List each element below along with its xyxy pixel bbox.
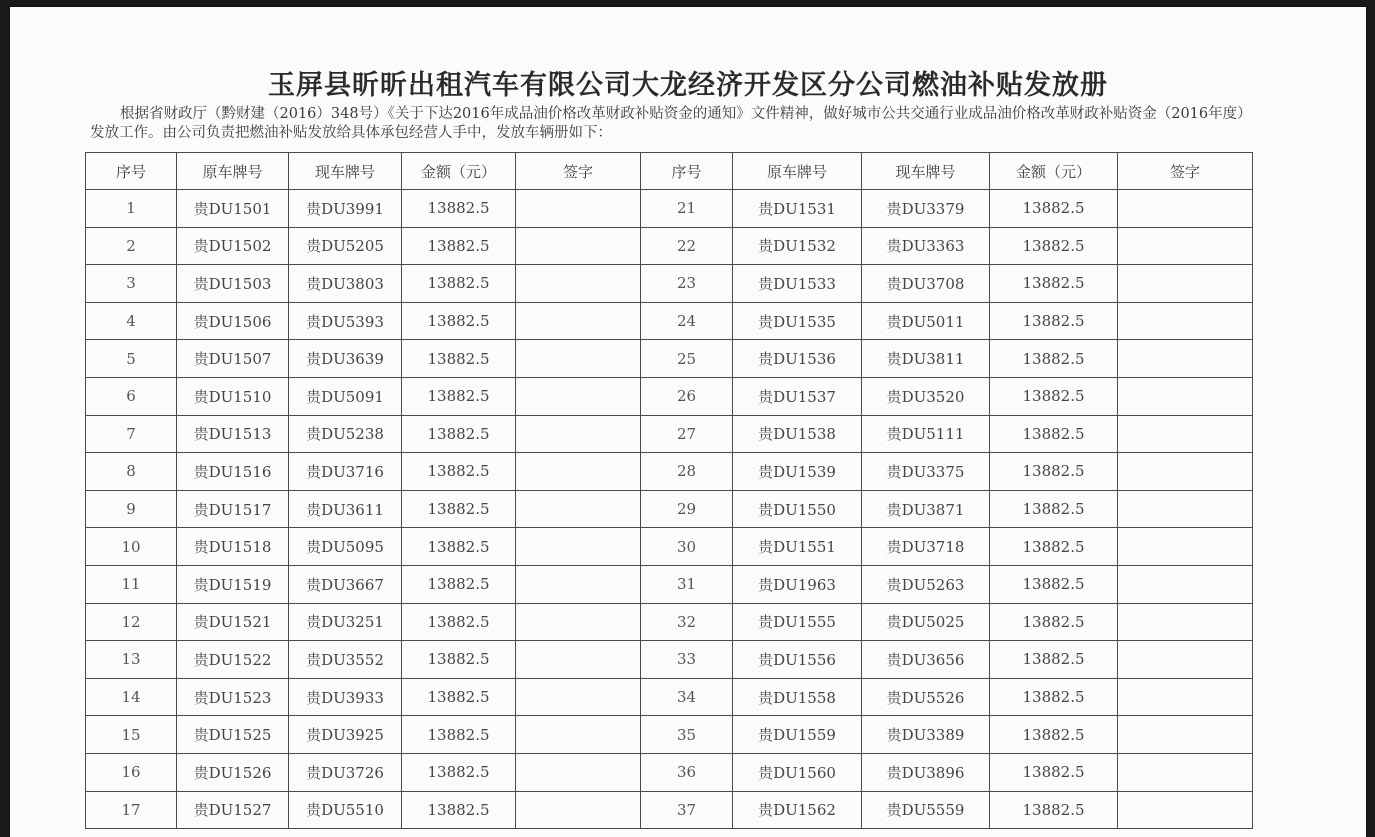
- cell-signature: [516, 678, 641, 716]
- cell-signature: [1118, 716, 1253, 754]
- cell-current-plate: 贵DU3520: [862, 377, 990, 415]
- cell-original-plate: 贵DU1523: [177, 678, 289, 716]
- cell-amount: 13882.5: [402, 641, 516, 679]
- cell-original-plate: 贵DU1963: [733, 565, 862, 603]
- table-row: [86, 603, 1253, 641]
- cell-signature: [516, 490, 641, 528]
- document-page: [10, 7, 1366, 837]
- cell-amount: 13882.5: [402, 490, 516, 528]
- header-serial: 序号: [641, 153, 733, 190]
- table-row: [86, 377, 1253, 415]
- cell-serial: 33: [641, 641, 733, 679]
- cell-original-plate: 贵DU1560: [733, 753, 862, 791]
- cell-serial: 30: [641, 528, 733, 566]
- table-row: [86, 791, 1253, 829]
- cell-signature: [516, 453, 641, 491]
- cell-serial: 7: [86, 415, 177, 453]
- cell-signature: [516, 265, 641, 303]
- cell-original-plate: 贵DU1550: [733, 490, 862, 528]
- table-row: [86, 678, 1253, 716]
- header-signature: 签字: [516, 153, 641, 190]
- header-amount: 金额（元）: [990, 153, 1118, 190]
- cell-current-plate: 贵DU5011: [862, 302, 990, 340]
- cell-current-plate: 贵DU3803: [289, 265, 402, 303]
- table-row: [86, 415, 1253, 453]
- cell-original-plate: 贵DU1510: [177, 377, 289, 415]
- cell-original-plate: 贵DU1517: [177, 490, 289, 528]
- cell-amount: 13882.5: [990, 753, 1118, 791]
- cell-original-plate: 贵DU1538: [733, 415, 862, 453]
- cell-amount: 13882.5: [402, 190, 516, 228]
- cell-amount: 13882.5: [402, 791, 516, 829]
- cell-signature: [1118, 753, 1253, 791]
- header-serial: 序号: [86, 153, 177, 190]
- cell-amount: 13882.5: [990, 528, 1118, 566]
- cell-current-plate: 贵DU3718: [862, 528, 990, 566]
- cell-amount: 13882.5: [402, 340, 516, 378]
- cell-amount: 13882.5: [990, 716, 1118, 754]
- cell-current-plate: 贵DU3611: [289, 490, 402, 528]
- cell-current-plate: 贵DU3379: [862, 190, 990, 228]
- cell-amount: 13882.5: [990, 791, 1118, 829]
- cell-signature: [1118, 453, 1253, 491]
- document-title: 玉屏县昕昕出租汽车有限公司大龙经济开发区分公司燃油补贴发放册: [268, 70, 1108, 101]
- cell-current-plate: 贵DU5526: [862, 678, 990, 716]
- cell-original-plate: 贵DU1502: [177, 227, 289, 265]
- cell-signature: [516, 302, 641, 340]
- table-row: [86, 716, 1253, 754]
- cell-original-plate: 贵DU1518: [177, 528, 289, 566]
- cell-current-plate: 贵DU3871: [862, 490, 990, 528]
- cell-current-plate: 贵DU5025: [862, 603, 990, 641]
- header-signature: 签字: [1118, 153, 1253, 190]
- table-header-row: [86, 153, 1253, 190]
- cell-current-plate: 贵DU3708: [862, 265, 990, 303]
- cell-original-plate: 贵DU1513: [177, 415, 289, 453]
- cell-amount: 13882.5: [402, 678, 516, 716]
- cell-original-plate: 贵DU1558: [733, 678, 862, 716]
- header-current-plate: 现车牌号: [289, 153, 402, 190]
- cell-signature: [516, 565, 641, 603]
- cell-serial: 6: [86, 377, 177, 415]
- cell-serial: 36: [641, 753, 733, 791]
- cell-signature: [1118, 265, 1253, 303]
- cell-serial: 11: [86, 565, 177, 603]
- cell-serial: 22: [641, 227, 733, 265]
- cell-amount: 13882.5: [402, 377, 516, 415]
- table-row: [86, 753, 1253, 791]
- cell-current-plate: 贵DU5111: [862, 415, 990, 453]
- document-intro: 根据省财政厅（黔财建（2016）348号）《关于下达2016年成品油价格改革财政补贴资金的通知》文件精神，做好城市公共交通行业成品油价格改革财政补贴资金（2016年度）发放工作。由公司负责把燃油补贴发放给具体承包经营人手中，发放车辆册如下：: [90, 106, 1245, 141]
- cell-original-plate: 贵DU1531: [733, 190, 862, 228]
- cell-signature: [516, 528, 641, 566]
- cell-signature: [516, 340, 641, 378]
- cell-current-plate: 贵DU3716: [289, 453, 402, 491]
- table-row: [86, 265, 1253, 303]
- cell-current-plate: 贵DU5263: [862, 565, 990, 603]
- cell-serial: 1: [86, 190, 177, 228]
- cell-serial: 27: [641, 415, 733, 453]
- cell-original-plate: 贵DU1551: [733, 528, 862, 566]
- cell-original-plate: 贵DU1527: [177, 791, 289, 829]
- cell-current-plate: 贵DU5559: [862, 791, 990, 829]
- cell-amount: 13882.5: [402, 753, 516, 791]
- cell-signature: [1118, 641, 1253, 679]
- cell-serial: 15: [86, 716, 177, 754]
- cell-serial: 37: [641, 791, 733, 829]
- table-row: [86, 227, 1253, 265]
- cell-original-plate: 贵DU1562: [733, 791, 862, 829]
- cell-original-plate: 贵DU1506: [177, 302, 289, 340]
- cell-serial: 35: [641, 716, 733, 754]
- cell-original-plate: 贵DU1526: [177, 753, 289, 791]
- cell-current-plate: 贵DU3925: [289, 716, 402, 754]
- table-row: [86, 302, 1253, 340]
- cell-serial: 32: [641, 603, 733, 641]
- cell-serial: 12: [86, 603, 177, 641]
- cell-current-plate: 贵DU5205: [289, 227, 402, 265]
- cell-amount: 13882.5: [402, 716, 516, 754]
- cell-amount: 13882.5: [990, 603, 1118, 641]
- cell-amount: 13882.5: [402, 453, 516, 491]
- cell-current-plate: 贵DU5091: [289, 377, 402, 415]
- cell-amount: 13882.5: [990, 265, 1118, 303]
- cell-amount: 13882.5: [402, 528, 516, 566]
- cell-signature: [1118, 678, 1253, 716]
- cell-original-plate: 贵DU1519: [177, 565, 289, 603]
- cell-current-plate: 贵DU3656: [862, 641, 990, 679]
- cell-current-plate: 贵DU3639: [289, 340, 402, 378]
- cell-signature: [516, 227, 641, 265]
- cell-amount: 13882.5: [402, 415, 516, 453]
- cell-original-plate: 贵DU1535: [733, 302, 862, 340]
- cell-amount: 13882.5: [990, 415, 1118, 453]
- cell-current-plate: 贵DU3726: [289, 753, 402, 791]
- cell-original-plate: 贵DU1521: [177, 603, 289, 641]
- cell-signature: [1118, 190, 1253, 228]
- cell-signature: [1118, 565, 1253, 603]
- table-row: [86, 190, 1253, 228]
- table-row: [86, 565, 1253, 603]
- cell-serial: 26: [641, 377, 733, 415]
- cell-serial: 24: [641, 302, 733, 340]
- cell-serial: 2: [86, 227, 177, 265]
- cell-amount: 13882.5: [402, 265, 516, 303]
- cell-amount: 13882.5: [990, 565, 1118, 603]
- cell-original-plate: 贵DU1522: [177, 641, 289, 679]
- cell-amount: 13882.5: [402, 302, 516, 340]
- cell-current-plate: 贵DU3363: [862, 227, 990, 265]
- cell-serial: 13: [86, 641, 177, 679]
- cell-amount: 13882.5: [990, 490, 1118, 528]
- table-row: [86, 453, 1253, 491]
- cell-serial: 4: [86, 302, 177, 340]
- cell-signature: [516, 190, 641, 228]
- cell-serial: 5: [86, 340, 177, 378]
- cell-current-plate: 贵DU3667: [289, 565, 402, 603]
- header-amount: 金额（元）: [402, 153, 516, 190]
- cell-current-plate: 贵DU3251: [289, 603, 402, 641]
- cell-signature: [1118, 340, 1253, 378]
- cell-signature: [516, 641, 641, 679]
- cell-amount: 13882.5: [402, 227, 516, 265]
- cell-current-plate: 贵DU3896: [862, 753, 990, 791]
- cell-amount: 13882.5: [990, 641, 1118, 679]
- cell-original-plate: 贵DU1503: [177, 265, 289, 303]
- cell-signature: [516, 791, 641, 829]
- cell-amount: 13882.5: [990, 453, 1118, 491]
- cell-current-plate: 贵DU5510: [289, 791, 402, 829]
- table-row: [86, 490, 1253, 528]
- cell-amount: 13882.5: [990, 340, 1118, 378]
- cell-signature: [1118, 528, 1253, 566]
- cell-current-plate: 贵DU3552: [289, 641, 402, 679]
- cell-original-plate: 贵DU1501: [177, 190, 289, 228]
- cell-serial: 16: [86, 753, 177, 791]
- header-current-plate: 现车牌号: [862, 153, 990, 190]
- cell-current-plate: 贵DU3933: [289, 678, 402, 716]
- cell-amount: 13882.5: [402, 565, 516, 603]
- cell-amount: 13882.5: [990, 678, 1118, 716]
- cell-current-plate: 贵DU5238: [289, 415, 402, 453]
- cell-current-plate: 贵DU3375: [862, 453, 990, 491]
- cell-amount: 13882.5: [990, 190, 1118, 228]
- cell-original-plate: 贵DU1536: [733, 340, 862, 378]
- header-original-plate: 原车牌号: [733, 153, 862, 190]
- cell-original-plate: 贵DU1539: [733, 453, 862, 491]
- cell-signature: [516, 415, 641, 453]
- header-original-plate: 原车牌号: [177, 153, 289, 190]
- cell-original-plate: 贵DU1537: [733, 377, 862, 415]
- cell-signature: [1118, 490, 1253, 528]
- cell-signature: [1118, 227, 1253, 265]
- cell-signature: [516, 716, 641, 754]
- cell-serial: 17: [86, 791, 177, 829]
- cell-signature: [516, 603, 641, 641]
- cell-signature: [1118, 603, 1253, 641]
- cell-serial: 29: [641, 490, 733, 528]
- cell-original-plate: 贵DU1555: [733, 603, 862, 641]
- cell-serial: 28: [641, 453, 733, 491]
- cell-original-plate: 贵DU1525: [177, 716, 289, 754]
- cell-serial: 23: [641, 265, 733, 303]
- table-row: [86, 528, 1253, 566]
- cell-original-plate: 贵DU1507: [177, 340, 289, 378]
- cell-serial: 8: [86, 453, 177, 491]
- cell-serial: 14: [86, 678, 177, 716]
- cell-serial: 21: [641, 190, 733, 228]
- cell-original-plate: 贵DU1559: [733, 716, 862, 754]
- cell-signature: [1118, 377, 1253, 415]
- cell-original-plate: 贵DU1516: [177, 453, 289, 491]
- cell-signature: [516, 753, 641, 791]
- table-row: [86, 340, 1253, 378]
- cell-signature: [1118, 791, 1253, 829]
- cell-amount: 13882.5: [990, 377, 1118, 415]
- cell-serial: 34: [641, 678, 733, 716]
- cell-original-plate: 贵DU1533: [733, 265, 862, 303]
- cell-current-plate: 贵DU5095: [289, 528, 402, 566]
- cell-signature: [1118, 302, 1253, 340]
- cell-current-plate: 贵DU5393: [289, 302, 402, 340]
- cell-serial: 25: [641, 340, 733, 378]
- table-row: [86, 641, 1253, 679]
- cell-current-plate: 贵DU3811: [862, 340, 990, 378]
- cell-original-plate: 贵DU1532: [733, 227, 862, 265]
- cell-serial: 3: [86, 265, 177, 303]
- cell-serial: 10: [86, 528, 177, 566]
- cell-current-plate: 贵DU3991: [289, 190, 402, 228]
- cell-original-plate: 贵DU1556: [733, 641, 862, 679]
- cell-signature: [516, 377, 641, 415]
- cell-serial: 9: [86, 490, 177, 528]
- cell-amount: 13882.5: [990, 227, 1118, 265]
- cell-amount: 13882.5: [990, 302, 1118, 340]
- subsidy-table: [85, 152, 1253, 829]
- cell-current-plate: 贵DU3389: [862, 716, 990, 754]
- cell-signature: [1118, 415, 1253, 453]
- cell-serial: 31: [641, 565, 733, 603]
- cell-amount: 13882.5: [402, 603, 516, 641]
